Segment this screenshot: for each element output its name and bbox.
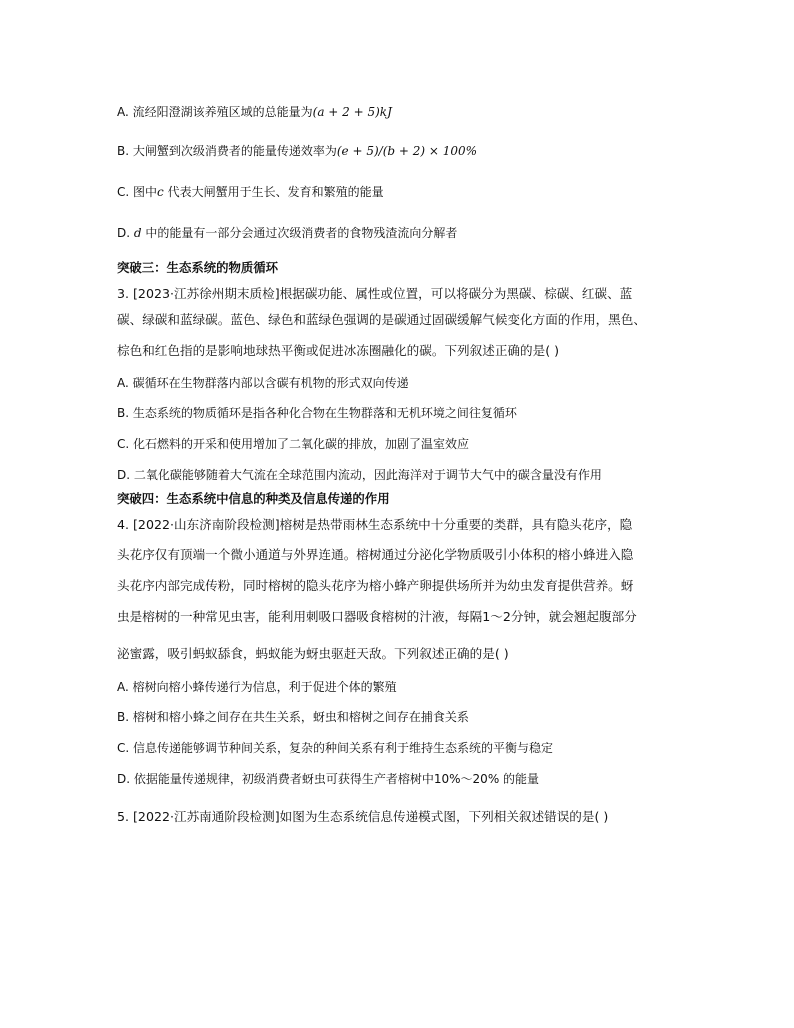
q4-line-5: 泌蜜露，吸引蚂蚁舔食，蚂蚁能为蚜虫驱赶天敌。下列叙述正确的是( )	[117, 646, 509, 661]
section3-heading: 突破三：生态系统的物质循环	[117, 260, 279, 275]
q4-option-a: A. 榕树向榕小蜂传递行为信息，利于促进个体的繁殖	[117, 680, 397, 694]
q2-option-d-suffix: 中的能量有一部分会通过次级消费者的食物残渣流向分解者	[141, 226, 458, 240]
q2-option-a	[117, 103, 392, 121]
q4-line-1: 4. [2022·山东济南阶段检测]榕树是热带雨林生态系统中十分重要的类群，具有隐头花序，隐	[117, 517, 633, 532]
q2-option-c-prefix: C. 图中	[117, 185, 158, 199]
q4-line-3: 头花序内部完成传粉，同时榕树的隐头花序为榕小蜂产卵提供场所并为幼虫发育提供营养。蚜	[117, 578, 634, 593]
q5-line-1: 5. [2022·江苏南通阶段检测]如图为生态系统信息传递模式图，下列相关叙述错误的是( )	[117, 809, 609, 824]
q4-option-d: D. 依据能量传递规律，初级消费者蚜虫可获得生产者榕树中10%～20% 的能量	[117, 772, 540, 786]
q2-option-d-var: d	[133, 226, 142, 240]
q4-option-b: B. 榕树和榕小蜂之间存在共生关系，蚜虫和榕树之间存在捕食关系	[117, 710, 469, 724]
q4-option-c: C. 信息传递能够调节种间关系，复杂的种间关系有利于维持生态系统的平衡与稳定	[117, 741, 554, 755]
q2-option-d-prefix: D.	[117, 226, 134, 240]
q2-option-c-suffix: 代表大闸蟹用于生长、发育和繁殖的能量	[163, 185, 384, 199]
q2-option-d	[117, 224, 457, 242]
q3-option-d: D. 二氧化碳能够随着大气流在全球范围内流动，因此海洋对于调节大气中的碳含量没有作用	[117, 468, 602, 482]
q3-option-b: B. 生态系统的物质循环是指各种化合物在生物群落和无机环境之间往复循环	[117, 406, 517, 420]
q2-option-c-var: c	[157, 185, 164, 199]
q2-option-b	[117, 142, 477, 160]
q3-line-3: 棕色和红色指的是影响地球热平衡或促进冰冻圈融化的碳。下列叙述正确的是( )	[117, 343, 560, 358]
q3-option-a: A. 碳循环在生物群落内部以含碳有机物的形式双向传递	[117, 376, 409, 390]
q2-option-c	[117, 183, 384, 201]
q2-option-a-text: A. 流经阳澄湖该养殖区域的总能量为	[117, 105, 313, 119]
q3-option-c: C. 化石燃料的开采和使用增加了二氧化碳的排放，加剧了温室效应	[117, 437, 470, 451]
q3-line-1: 3. [2023·江苏徐州期末质检]根据碳功能、属性或位置，可以将碳分为黑碳、棕碳、红碳、蓝	[117, 286, 633, 301]
q2-option-b-math: (e + 5)/(b + 2) × 100%	[336, 144, 478, 158]
q4-line-4: 虫是榕树的一种常见虫害，能利用刺吸口器吸食榕树的汁液，每隔1～2分钟，就会翘起腹部分	[117, 609, 637, 624]
q3-line-2: 碳、绿碳和蓝绿碳。蓝色、绿色和蓝绿色强调的是碳通过固碳缓解气候变化方面的作用，黑色、	[117, 312, 646, 327]
q2-option-b-text: B. 大闸蟹到次级消费者的能量传递效率为	[117, 144, 337, 158]
q2-option-a-math: (a + 2 + 5)kJ	[312, 105, 392, 119]
q4-line-2: 头花序仅有顶端一个微小通道与外界连通。榕树通过分泌化学物质吸引小体积的榕小蜂进入隐	[117, 547, 634, 562]
section4-heading: 突破四：生态系统中信息的种类及信息传递的作用	[117, 491, 390, 506]
